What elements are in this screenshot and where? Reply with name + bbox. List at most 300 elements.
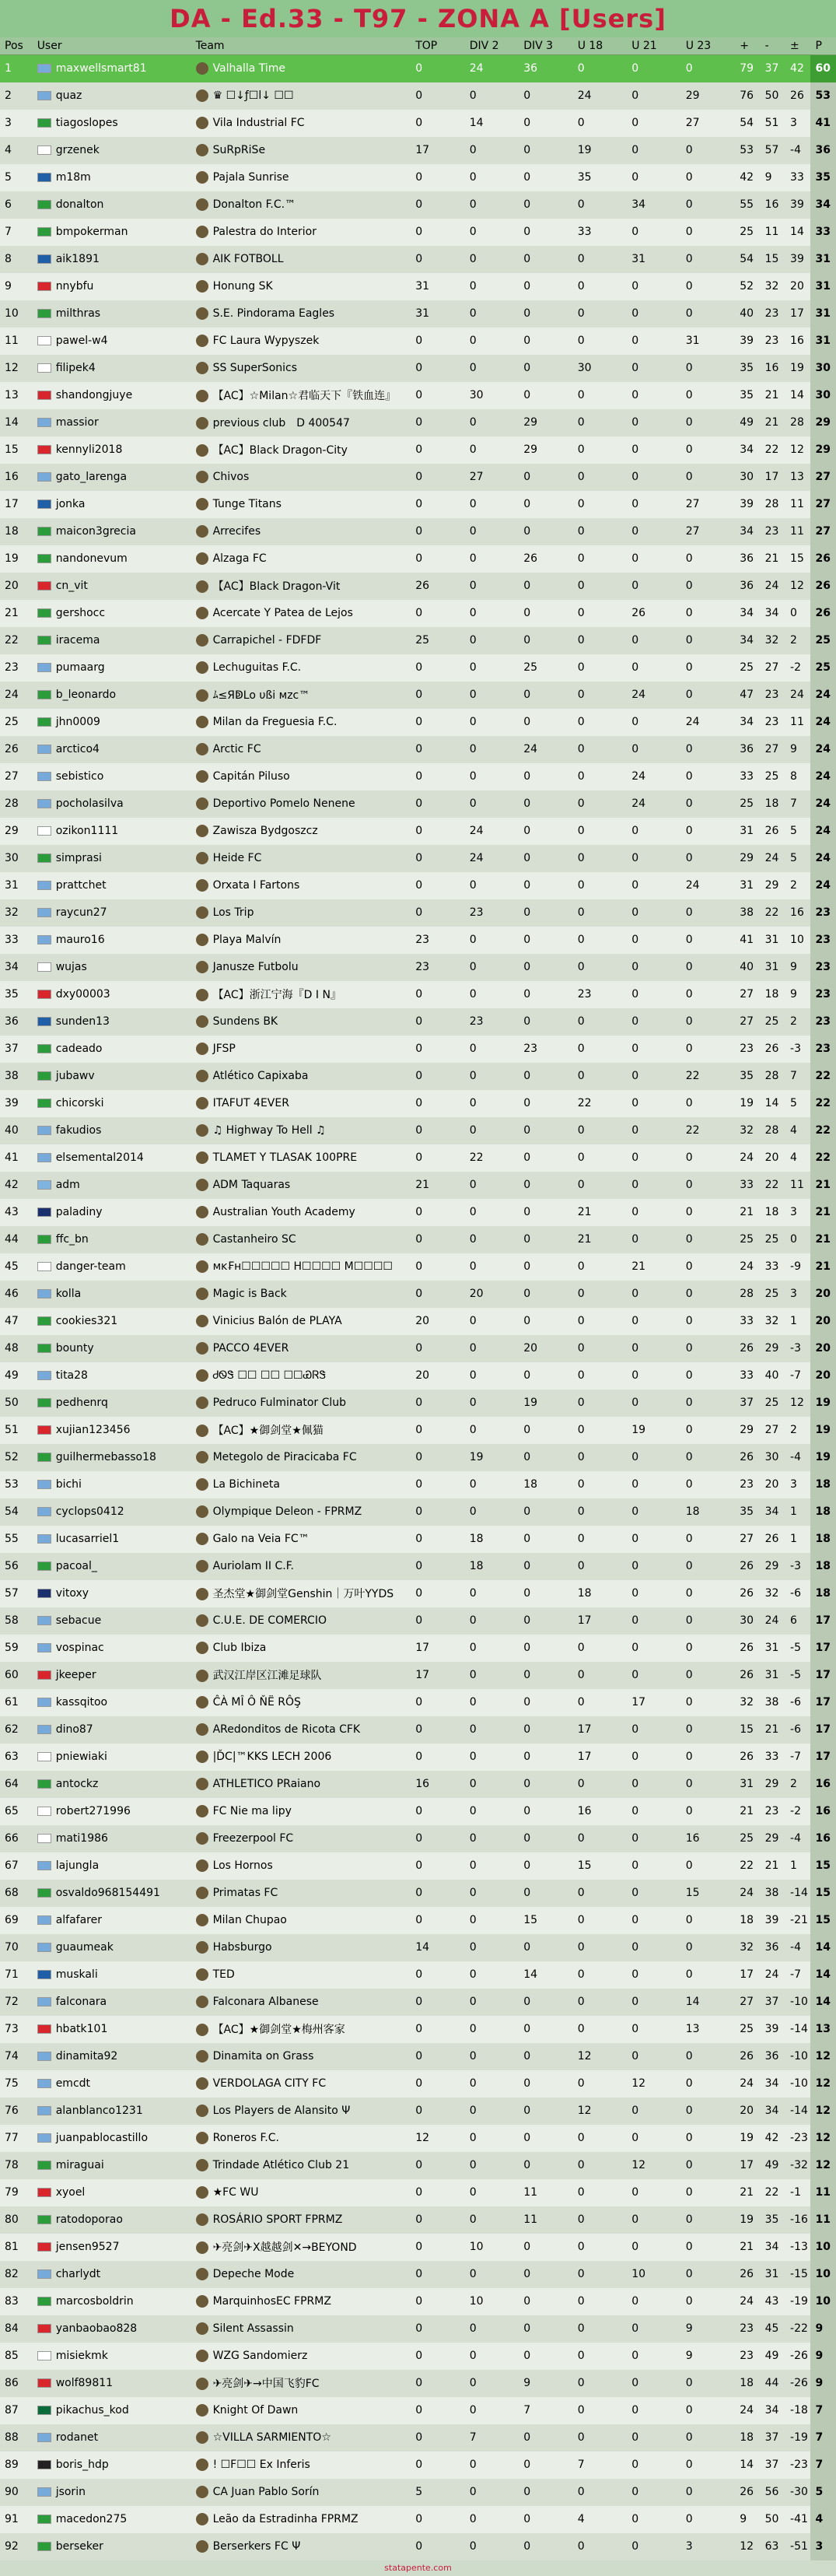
user-name[interactable]: sebacue bbox=[55, 1614, 102, 1627]
user-name[interactable]: ffc_bn bbox=[55, 1233, 89, 1246]
cell-team[interactable] bbox=[191, 899, 411, 927]
team-name[interactable]: Vinicius Balón de PLAYA bbox=[212, 1315, 342, 1327]
cell-user[interactable] bbox=[33, 55, 191, 82]
user-name[interactable]: hbatk101 bbox=[55, 2023, 108, 2035]
cell-user[interactable] bbox=[33, 1144, 191, 1172]
user-name[interactable]: elsemental2014 bbox=[55, 1151, 144, 1164]
user-name[interactable]: jonka bbox=[55, 498, 86, 510]
cell-team[interactable] bbox=[191, 1008, 411, 1036]
cell-user[interactable] bbox=[33, 2070, 191, 2098]
user-name[interactable]: vospinac bbox=[55, 1642, 104, 1654]
cell-team[interactable] bbox=[191, 1961, 411, 1989]
cell-user[interactable] bbox=[33, 2125, 191, 2152]
cell-team[interactable] bbox=[191, 409, 411, 436]
cell-team[interactable] bbox=[191, 1580, 411, 1607]
cell-team[interactable] bbox=[191, 1498, 411, 1526]
user-name[interactable]: kennyli2018 bbox=[55, 443, 123, 456]
team-name[interactable]: Freezerpool FC bbox=[212, 1832, 294, 1845]
user-name[interactable]: pacoal_ bbox=[55, 1560, 97, 1572]
cell-user[interactable] bbox=[33, 1580, 191, 1607]
cell-user[interactable] bbox=[33, 1362, 191, 1390]
team-name[interactable]: Roneros F.C. bbox=[212, 2132, 279, 2144]
user-name[interactable]: prattchet bbox=[55, 879, 107, 892]
cell-user[interactable] bbox=[33, 627, 191, 654]
cell-user[interactable] bbox=[33, 382, 191, 409]
team-name[interactable]: MarquinhosEC FPRMZ bbox=[212, 2295, 331, 2308]
user-name[interactable]: xujian123456 bbox=[55, 1424, 131, 1436]
cell-user[interactable] bbox=[33, 409, 191, 436]
cell-user[interactable] bbox=[33, 2343, 191, 2370]
column-header-u21[interactable]: U 21 bbox=[627, 37, 681, 55]
team-name[interactable]: Olympique Deleon - FPRMZ bbox=[212, 1505, 362, 1518]
team-name[interactable]: Magic is Back bbox=[212, 1288, 287, 1300]
team-name[interactable]: Lechuguitas F.C. bbox=[212, 661, 302, 674]
cell-user[interactable] bbox=[33, 1934, 191, 1961]
cell-user[interactable] bbox=[33, 1008, 191, 1036]
team-name[interactable]: Dinamita on Grass bbox=[212, 2050, 314, 2063]
user-name[interactable]: antockz bbox=[55, 1778, 99, 1790]
user-name[interactable]: emcdt bbox=[55, 2077, 91, 2090]
user-name[interactable]: sunden13 bbox=[55, 1015, 110, 1028]
column-header-u23[interactable]: U 23 bbox=[681, 37, 736, 55]
team-name[interactable]: Knight Of Dawn bbox=[212, 2404, 299, 2417]
team-name[interactable]: ! ☐F☐☐ Ex Inferis bbox=[212, 2459, 310, 2471]
user-name[interactable]: nandonevum bbox=[55, 552, 128, 565]
team-name[interactable]: ✈亮剑✈X越越剑✕→BEYOND bbox=[212, 2241, 357, 2254]
cell-team[interactable] bbox=[191, 2179, 411, 2206]
cell-user[interactable] bbox=[33, 1335, 191, 1362]
cell-team[interactable] bbox=[191, 518, 411, 545]
cell-team[interactable] bbox=[191, 273, 411, 300]
cell-user[interactable] bbox=[33, 328, 191, 355]
user-name[interactable]: guaumeak bbox=[55, 1941, 114, 1954]
cell-user[interactable] bbox=[33, 1090, 191, 1117]
team-name[interactable]: Berserkers FC Ψ bbox=[212, 2540, 301, 2553]
column-header-pos[interactable]: Pos bbox=[0, 37, 33, 55]
cell-user[interactable] bbox=[33, 82, 191, 110]
cell-team[interactable] bbox=[191, 1744, 411, 1771]
cell-user[interactable] bbox=[33, 1880, 191, 1907]
cell-user[interactable] bbox=[33, 981, 191, 1008]
cell-team[interactable] bbox=[191, 82, 411, 110]
team-name[interactable]: 圣杰堂★御剑堂Genshin｜万叶YYDS bbox=[212, 1588, 394, 1600]
cell-team[interactable] bbox=[191, 1253, 411, 1281]
cell-team[interactable] bbox=[191, 2533, 411, 2560]
team-name[interactable]: previous club D 400547 bbox=[212, 417, 350, 429]
team-name[interactable]: Primatas FC bbox=[212, 1887, 278, 1899]
cell-user[interactable] bbox=[33, 545, 191, 573]
cell-user[interactable] bbox=[33, 2315, 191, 2343]
user-name[interactable]: sebistico bbox=[55, 770, 104, 783]
team-name[interactable]: Auriolam II C.F. bbox=[212, 1560, 294, 1572]
cell-team[interactable] bbox=[191, 2343, 411, 2370]
user-name[interactable]: wujas bbox=[55, 961, 87, 973]
team-name[interactable]: Milan Chupao bbox=[212, 1914, 287, 1926]
user-name[interactable]: pniewiaki bbox=[55, 1751, 107, 1763]
user-name[interactable]: alfafarer bbox=[55, 1914, 102, 1926]
column-header-div3[interactable]: DIV 3 bbox=[519, 37, 573, 55]
cell-user[interactable] bbox=[33, 790, 191, 818]
cell-team[interactable] bbox=[191, 1036, 411, 1063]
cell-team[interactable] bbox=[191, 736, 411, 763]
team-name[interactable]: ☆VILLA SARMIENTO☆ bbox=[212, 2431, 331, 2444]
column-header-goals-against[interactable]: - bbox=[761, 37, 785, 55]
team-name[interactable]: ★FC WU bbox=[212, 2186, 259, 2199]
cell-team[interactable] bbox=[191, 1117, 411, 1144]
cell-team[interactable] bbox=[191, 600, 411, 627]
cell-team[interactable] bbox=[191, 2070, 411, 2098]
cell-user[interactable] bbox=[33, 2533, 191, 2560]
cell-team[interactable] bbox=[191, 2098, 411, 2125]
cell-team[interactable] bbox=[191, 2043, 411, 2070]
team-name[interactable]: Palestra do Interior bbox=[212, 226, 317, 238]
user-name[interactable]: gershocc bbox=[55, 607, 106, 619]
team-name[interactable]: 【AC】★御剑堂★佩猫 bbox=[212, 1425, 324, 1437]
user-name[interactable]: b_leonardo bbox=[55, 689, 117, 701]
user-name[interactable]: juanpablocastillo bbox=[55, 2132, 149, 2144]
user-name[interactable]: massior bbox=[55, 416, 99, 429]
cell-team[interactable] bbox=[191, 436, 411, 464]
cell-team[interactable] bbox=[191, 2288, 411, 2315]
team-name[interactable]: Orxata I Fartons bbox=[212, 879, 300, 892]
cell-user[interactable] bbox=[33, 1635, 191, 1662]
cell-user[interactable] bbox=[33, 1253, 191, 1281]
team-name[interactable]: Habsburgo bbox=[212, 1941, 272, 1954]
team-name[interactable]: ✈亮剑✈→中国飞豹FC bbox=[212, 2378, 320, 2390]
cell-user[interactable] bbox=[33, 1553, 191, 1580]
cell-team[interactable] bbox=[191, 1362, 411, 1390]
cell-team[interactable] bbox=[191, 1063, 411, 1090]
cell-team[interactable] bbox=[191, 2424, 411, 2452]
user-name[interactable]: miraguai bbox=[55, 2159, 104, 2171]
cell-team[interactable] bbox=[191, 981, 411, 1008]
team-name[interactable]: Acercate Y Patea de Lejos bbox=[212, 607, 353, 619]
user-name[interactable]: gato_larenga bbox=[55, 471, 128, 483]
user-name[interactable]: alanblanco1231 bbox=[55, 2105, 143, 2117]
cell-user[interactable] bbox=[33, 1117, 191, 1144]
column-header-top[interactable]: TOP bbox=[411, 37, 465, 55]
cell-team[interactable] bbox=[191, 1417, 411, 1444]
cell-team[interactable] bbox=[191, 1090, 411, 1117]
team-name[interactable]: Falconara Albanese bbox=[212, 1996, 319, 2008]
team-name[interactable]: AIK FOTBOLL bbox=[212, 253, 284, 265]
cell-user[interactable] bbox=[33, 1308, 191, 1335]
user-name[interactable]: boris_hdp bbox=[55, 2459, 109, 2471]
cell-user[interactable] bbox=[33, 2152, 191, 2179]
cell-user[interactable] bbox=[33, 1689, 191, 1716]
cell-user[interactable] bbox=[33, 927, 191, 954]
column-header-goals-for[interactable]: + bbox=[735, 37, 760, 55]
team-name[interactable]: ROSÁRIO SPORT FPRMZ bbox=[212, 2213, 343, 2226]
cell-user[interactable] bbox=[33, 1036, 191, 1063]
cell-user[interactable] bbox=[33, 872, 191, 899]
cell-user[interactable] bbox=[33, 2098, 191, 2125]
user-name[interactable]: jkeeper bbox=[55, 1669, 96, 1681]
team-name[interactable]: Los Players de Alansito Ψ bbox=[212, 2105, 351, 2117]
cell-user[interactable] bbox=[33, 491, 191, 518]
cell-team[interactable] bbox=[191, 2506, 411, 2533]
cell-user[interactable] bbox=[33, 573, 191, 600]
team-name[interactable]: JFSP bbox=[212, 1043, 236, 1055]
cell-user[interactable] bbox=[33, 1771, 191, 1798]
user-name[interactable]: jensen9527 bbox=[55, 2241, 120, 2253]
user-name[interactable]: kolla bbox=[55, 1288, 82, 1300]
cell-user[interactable] bbox=[33, 1390, 191, 1417]
cell-team[interactable] bbox=[191, 1308, 411, 1335]
cell-team[interactable] bbox=[191, 845, 411, 872]
cell-user[interactable] bbox=[33, 709, 191, 736]
cell-team[interactable] bbox=[191, 1144, 411, 1172]
team-name[interactable]: ITAFUT 4EVER bbox=[212, 1097, 289, 1109]
team-name[interactable]: 【AC】Black Dragon-City bbox=[212, 444, 348, 457]
team-name[interactable]: WZG Sandomierz bbox=[212, 2350, 308, 2362]
cell-user[interactable] bbox=[33, 954, 191, 981]
user-name[interactable]: bichi bbox=[55, 1478, 82, 1491]
cell-team[interactable] bbox=[191, 1635, 411, 1662]
team-name[interactable]: ĈÀ MÎ Ô ŇË RÔŞ bbox=[212, 1696, 301, 1709]
user-name[interactable]: mauro16 bbox=[55, 934, 105, 946]
column-header-u18[interactable]: U 18 bbox=[573, 37, 628, 55]
team-name[interactable]: Valhalla Time bbox=[212, 62, 286, 75]
cell-team[interactable] bbox=[191, 191, 411, 219]
cell-team[interactable] bbox=[191, 2452, 411, 2479]
user-name[interactable]: wolf89811 bbox=[55, 2377, 114, 2389]
cell-team[interactable] bbox=[191, 2152, 411, 2179]
user-name[interactable]: maicon3grecia bbox=[55, 525, 136, 538]
cell-team[interactable] bbox=[191, 1226, 411, 1253]
cell-team[interactable] bbox=[191, 2261, 411, 2288]
team-name[interactable]: 【AC】Black Dragon-Vit bbox=[212, 580, 341, 593]
team-name[interactable]: Heide FC bbox=[212, 852, 262, 864]
cell-user[interactable] bbox=[33, 1498, 191, 1526]
user-name[interactable]: fakudios bbox=[55, 1124, 102, 1137]
user-name[interactable]: robert271996 bbox=[55, 1805, 131, 1817]
user-name[interactable]: misiekmk bbox=[55, 2350, 108, 2362]
user-name[interactable]: muskali bbox=[55, 1968, 98, 1981]
cell-team[interactable] bbox=[191, 818, 411, 845]
team-name[interactable]: Arctic FC bbox=[212, 743, 261, 755]
user-name[interactable]: maxwellsmart81 bbox=[55, 62, 147, 75]
cell-team[interactable] bbox=[191, 709, 411, 736]
cell-team[interactable] bbox=[191, 954, 411, 981]
team-name[interactable]: 【AC】浙江宁海『D I N』 bbox=[212, 989, 341, 1001]
column-header-points[interactable]: P bbox=[810, 37, 836, 55]
team-name[interactable]: ARedonditos de Ricota CFK bbox=[212, 1723, 361, 1736]
team-name[interactable]: |ĎC|™KKS LECH 2006 bbox=[212, 1751, 332, 1763]
cell-user[interactable] bbox=[33, 191, 191, 219]
cell-user[interactable] bbox=[33, 518, 191, 545]
cell-team[interactable] bbox=[191, 2234, 411, 2261]
cell-team[interactable] bbox=[191, 300, 411, 328]
footer-link[interactable]: statapente.com bbox=[0, 2560, 836, 2576]
cell-team[interactable] bbox=[191, 2315, 411, 2343]
team-name[interactable]: Sundens BK bbox=[212, 1015, 278, 1028]
cell-user[interactable] bbox=[33, 1825, 191, 1852]
cell-user[interactable] bbox=[33, 2016, 191, 2043]
cell-team[interactable] bbox=[191, 1335, 411, 1362]
user-name[interactable]: dinamita92 bbox=[55, 2050, 118, 2063]
cell-user[interactable] bbox=[33, 2261, 191, 2288]
cell-user[interactable] bbox=[33, 164, 191, 191]
team-name[interactable]: S.E. Pindorama Eagles bbox=[212, 307, 335, 320]
cell-team[interactable] bbox=[191, 1798, 411, 1825]
cell-team[interactable] bbox=[191, 790, 411, 818]
cell-user[interactable] bbox=[33, 1852, 191, 1880]
user-name[interactable]: tita28 bbox=[55, 1369, 88, 1382]
cell-team[interactable] bbox=[191, 1471, 411, 1498]
team-name[interactable]: Januszе Futbolu bbox=[212, 961, 299, 973]
cell-user[interactable] bbox=[33, 818, 191, 845]
user-name[interactable]: lucasarriel1 bbox=[55, 1533, 120, 1545]
team-name[interactable]: Milan da Freguesia F.C. bbox=[212, 716, 338, 728]
cell-team[interactable] bbox=[191, 1607, 411, 1635]
cell-user[interactable] bbox=[33, 1989, 191, 2016]
team-name[interactable]: ᴍᴋ₣ʜ☐☐☐☐☐ H☐☐☐☐ M☐☐☐☐ bbox=[212, 1260, 393, 1273]
cell-team[interactable] bbox=[191, 2125, 411, 2152]
team-name[interactable]: FC Laura Wypyszek bbox=[212, 335, 320, 347]
user-name[interactable]: donalton bbox=[55, 198, 104, 211]
team-name[interactable]: Chivos bbox=[212, 471, 250, 483]
team-name[interactable]: Zawisza Bydgoszcz bbox=[212, 825, 318, 837]
team-name[interactable]: ADM Taquaras bbox=[212, 1179, 291, 1191]
user-name[interactable]: rodanet bbox=[55, 2431, 99, 2444]
column-header-goal-diff[interactable]: ± bbox=[785, 37, 810, 55]
cell-team[interactable] bbox=[191, 872, 411, 899]
user-name[interactable]: cn_vit bbox=[55, 580, 88, 592]
user-name[interactable]: tiagoslopes bbox=[55, 117, 118, 129]
cell-team[interactable] bbox=[191, 1716, 411, 1744]
cell-user[interactable] bbox=[33, 2506, 191, 2533]
cell-user[interactable] bbox=[33, 219, 191, 246]
cell-team[interactable] bbox=[191, 110, 411, 137]
user-name[interactable]: quaz bbox=[55, 89, 82, 102]
team-name[interactable]: Vila Industrial FC bbox=[212, 117, 305, 129]
column-header-team[interactable]: Team bbox=[191, 37, 411, 55]
cell-user[interactable] bbox=[33, 1417, 191, 1444]
cell-team[interactable] bbox=[191, 246, 411, 273]
cell-team[interactable] bbox=[191, 1199, 411, 1226]
team-name[interactable]: ATHLETICO PRaiano bbox=[212, 1778, 321, 1790]
team-name[interactable]: Australian Youth Academy bbox=[212, 1206, 355, 1218]
user-name[interactable]: filipek4 bbox=[55, 362, 96, 374]
cell-user[interactable] bbox=[33, 273, 191, 300]
cell-user[interactable] bbox=[33, 300, 191, 328]
team-name[interactable]: Pajala Sunrise bbox=[212, 171, 289, 184]
team-name[interactable]: VERDOLAGA CITY FC bbox=[212, 2077, 327, 2090]
cell-user[interactable] bbox=[33, 1798, 191, 1825]
team-name[interactable]: Club Ibiza bbox=[212, 1642, 267, 1654]
user-name[interactable]: macedon275 bbox=[55, 2513, 128, 2525]
cell-user[interactable] bbox=[33, 2370, 191, 2397]
team-name[interactable]: Honung SK bbox=[212, 280, 273, 293]
cell-team[interactable] bbox=[191, 1880, 411, 1907]
user-name[interactable]: ozikon1111 bbox=[55, 825, 119, 837]
team-name[interactable]: Tunge Titans bbox=[212, 498, 282, 510]
team-name[interactable]: Silent Assassin bbox=[212, 2322, 294, 2335]
team-name[interactable]: Donalton F.C.™ bbox=[212, 198, 296, 211]
cell-user[interactable] bbox=[33, 2397, 191, 2424]
user-name[interactable]: adm bbox=[55, 1179, 80, 1191]
team-name[interactable]: FC Nie ma lipy bbox=[212, 1805, 292, 1817]
column-header-user[interactable]: User bbox=[33, 37, 191, 55]
cell-team[interactable] bbox=[191, 627, 411, 654]
user-name[interactable]: cookies321 bbox=[55, 1315, 118, 1327]
cell-user[interactable] bbox=[33, 1744, 191, 1771]
user-name[interactable]: iracema bbox=[55, 634, 100, 647]
user-name[interactable]: jubawv bbox=[55, 1070, 95, 1082]
cell-user[interactable] bbox=[33, 899, 191, 927]
team-name[interactable]: Los Hornos bbox=[212, 1859, 273, 1872]
cell-user[interactable] bbox=[33, 1471, 191, 1498]
cell-team[interactable] bbox=[191, 355, 411, 382]
user-name[interactable]: arctico4 bbox=[55, 743, 100, 755]
team-name[interactable]: Metegolo de Piracicaba FC bbox=[212, 1451, 357, 1463]
cell-user[interactable] bbox=[33, 1444, 191, 1471]
cell-user[interactable] bbox=[33, 436, 191, 464]
team-name[interactable]: SS SuperSonics bbox=[212, 362, 298, 374]
cell-user[interactable] bbox=[33, 1607, 191, 1635]
cell-user[interactable] bbox=[33, 1961, 191, 1989]
cell-team[interactable] bbox=[191, 1390, 411, 1417]
team-name[interactable]: Arrecifes bbox=[212, 525, 261, 538]
user-name[interactable]: pikachus_kod bbox=[55, 2404, 129, 2417]
team-name[interactable]: PACCO 4EVER bbox=[212, 1342, 289, 1355]
user-name[interactable]: dxy00003 bbox=[55, 988, 110, 1001]
cell-team[interactable] bbox=[191, 1989, 411, 2016]
cell-user[interactable] bbox=[33, 654, 191, 682]
team-name[interactable]: ᏧᏫᏕ ☐☐ ☐☐ ☐☐ᏯᏒᏕ bbox=[212, 1369, 327, 1382]
cell-team[interactable] bbox=[191, 1689, 411, 1716]
cell-user[interactable] bbox=[33, 736, 191, 763]
user-name[interactable]: m18m bbox=[55, 171, 91, 184]
cell-user[interactable] bbox=[33, 2234, 191, 2261]
cell-team[interactable] bbox=[191, 682, 411, 709]
user-name[interactable]: grzenek bbox=[55, 144, 100, 156]
cell-team[interactable] bbox=[191, 1172, 411, 1199]
user-name[interactable]: jsorin bbox=[55, 2486, 86, 2498]
cell-user[interactable] bbox=[33, 2452, 191, 2479]
cell-user[interactable] bbox=[33, 682, 191, 709]
team-name[interactable]: TLAMET Y TLASAK 100PRE bbox=[212, 1151, 358, 1164]
cell-user[interactable] bbox=[33, 355, 191, 382]
user-name[interactable]: mati1986 bbox=[55, 1832, 108, 1845]
user-name[interactable]: dino87 bbox=[55, 1723, 93, 1736]
user-name[interactable]: pumaarg bbox=[55, 661, 105, 674]
user-name[interactable]: nnybfu bbox=[55, 280, 94, 293]
cell-team[interactable] bbox=[191, 55, 411, 82]
team-name[interactable]: 武汉江岸区江滩足球队 bbox=[212, 1670, 322, 1682]
cell-team[interactable] bbox=[191, 464, 411, 491]
team-name[interactable]: Galo na Veia FC™ bbox=[212, 1533, 310, 1545]
cell-team[interactable] bbox=[191, 2016, 411, 2043]
team-name[interactable]: Capitán Piluso bbox=[212, 770, 290, 783]
team-name[interactable]: Trindade Atlético Club 21 bbox=[212, 2159, 350, 2171]
cell-team[interactable] bbox=[191, 1281, 411, 1308]
user-name[interactable]: danger-team bbox=[55, 1260, 126, 1273]
cell-user[interactable] bbox=[33, 1281, 191, 1308]
cell-team[interactable] bbox=[191, 382, 411, 409]
user-name[interactable]: charlydt bbox=[55, 2268, 101, 2280]
cell-team[interactable] bbox=[191, 2370, 411, 2397]
user-name[interactable]: shandongjuye bbox=[55, 389, 133, 401]
cell-user[interactable] bbox=[33, 246, 191, 273]
team-name[interactable]: 【AC】★御剑堂★梅州客家 bbox=[212, 2024, 345, 2036]
user-name[interactable]: marcosboldrin bbox=[55, 2295, 134, 2308]
user-name[interactable]: falconara bbox=[55, 1996, 107, 2008]
cell-team[interactable] bbox=[191, 927, 411, 954]
team-name[interactable]: Los Trip bbox=[212, 906, 254, 919]
team-name[interactable]: CA Juan Pablo Sorín bbox=[212, 2486, 320, 2498]
